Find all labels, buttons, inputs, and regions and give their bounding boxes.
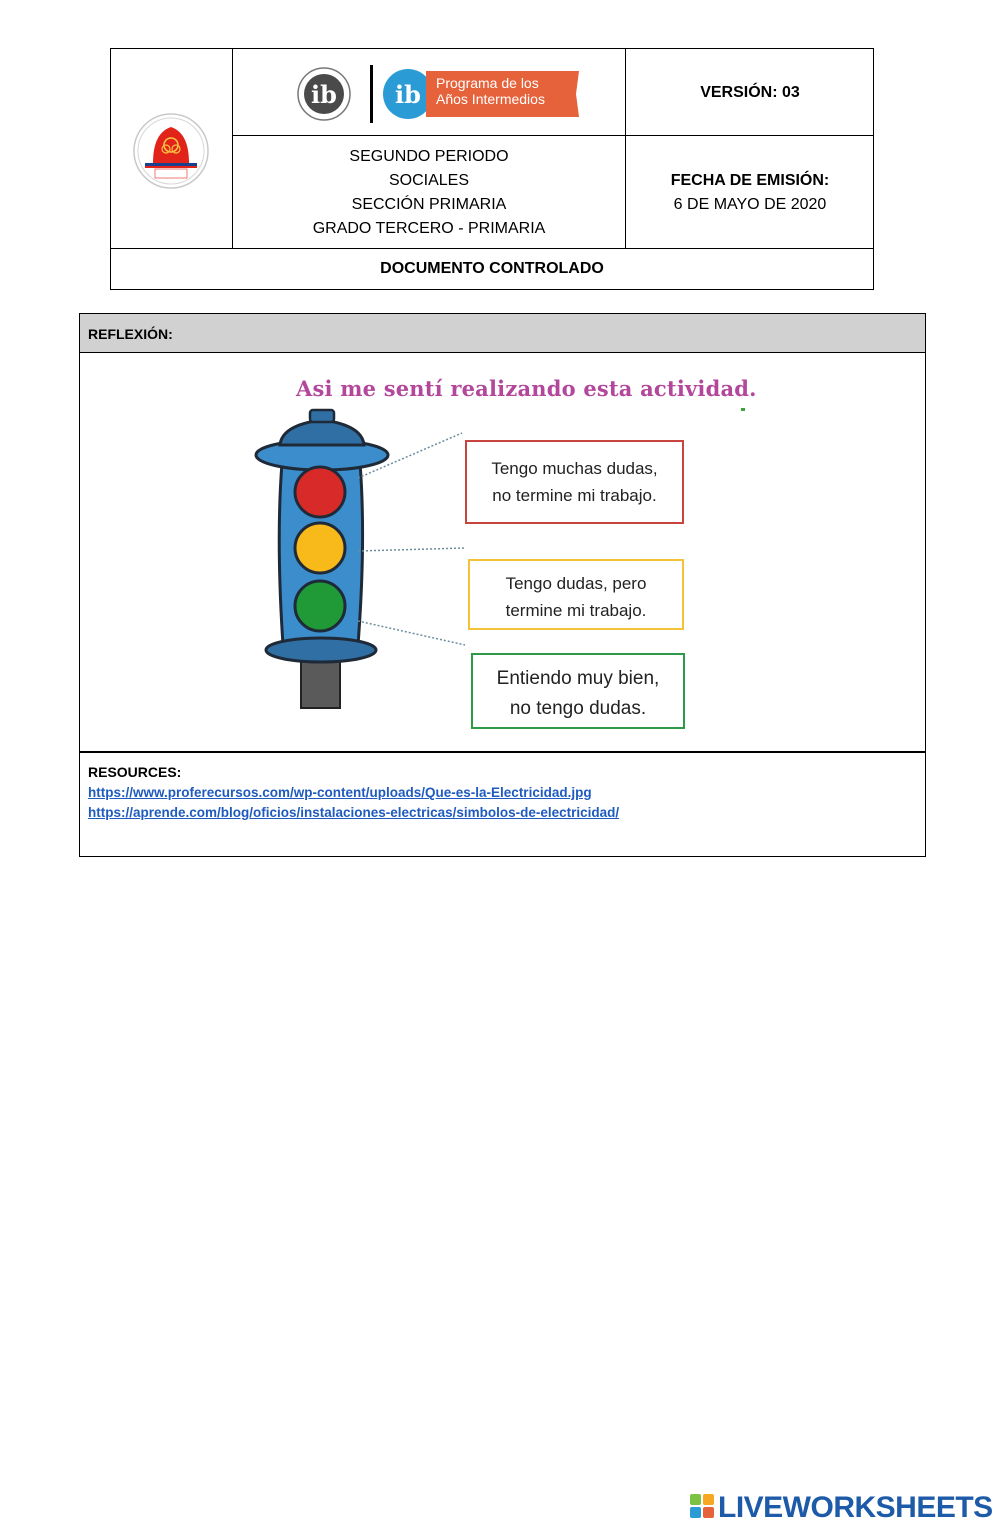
school-logo: [131, 111, 211, 191]
grade-text: GRADO TERCERO - PRIMARIA: [312, 220, 546, 237]
emission-date: 6 DE MAYO DE 2020: [673, 196, 827, 213]
emission-label: FECHA DE EMISIÓN:: [670, 172, 830, 189]
ib-program-line2: Años Intermedios: [436, 91, 545, 107]
resources-label: RESOURCES:: [88, 764, 182, 780]
resource-link-2[interactable]: https://aprende.com/blog/oficios/instalaciones-electricas/simbolos-de-electricidad/: [88, 805, 620, 820]
option-box-yellow: [468, 559, 684, 630]
resource-link-1[interactable]: https://www.proferecursos.com/wp-content/uploads/Que-es-la-Electricidad.jpg: [88, 785, 592, 800]
decorative-dot: [741, 408, 745, 411]
period-text: SEGUNDO PERIODO: [349, 148, 509, 165]
option-text: termine mi trabajo.: [505, 601, 647, 620]
svg-text:ib: ib: [311, 80, 337, 109]
option-text: Tengo dudas, pero: [505, 574, 647, 593]
divider: [111, 248, 873, 249]
option-box-red: [465, 440, 684, 524]
document-header-table: [110, 48, 874, 290]
divider: [232, 135, 873, 136]
activity-title: Asi me sentí realizando esta actividad.: [296, 376, 757, 401]
ib-program-name: [436, 75, 545, 107]
svg-text:ib: ib: [395, 80, 421, 109]
emission-info: [626, 169, 874, 217]
brand-name: LIVEWORKSHEETS: [718, 1491, 993, 1524]
option-text: no termine mi trabajo.: [492, 486, 657, 505]
option-text: Tengo muchas dudas,: [491, 459, 658, 478]
reflection-label: REFLEXIÓN:: [88, 326, 173, 342]
reflection-header: [80, 314, 925, 353]
section-text: SECCIÓN PRIMARIA: [351, 196, 507, 213]
divider: [625, 49, 626, 249]
liveworksheets-logo-icon: [690, 1494, 714, 1518]
option-text: no tengo dudas.: [509, 698, 647, 719]
version-label: VERSIÓN: 03: [700, 84, 800, 101]
ib-program-line1: Programa de los: [436, 75, 539, 91]
option-box-green: [471, 653, 685, 729]
subject-text: SOCIALES: [388, 172, 470, 189]
divider: [80, 751, 925, 753]
course-info: [233, 145, 625, 241]
option-text: Entiendo muy bien,: [496, 668, 660, 689]
controlled-document-label: DOCUMENTO CONTROLADO: [380, 260, 604, 277]
